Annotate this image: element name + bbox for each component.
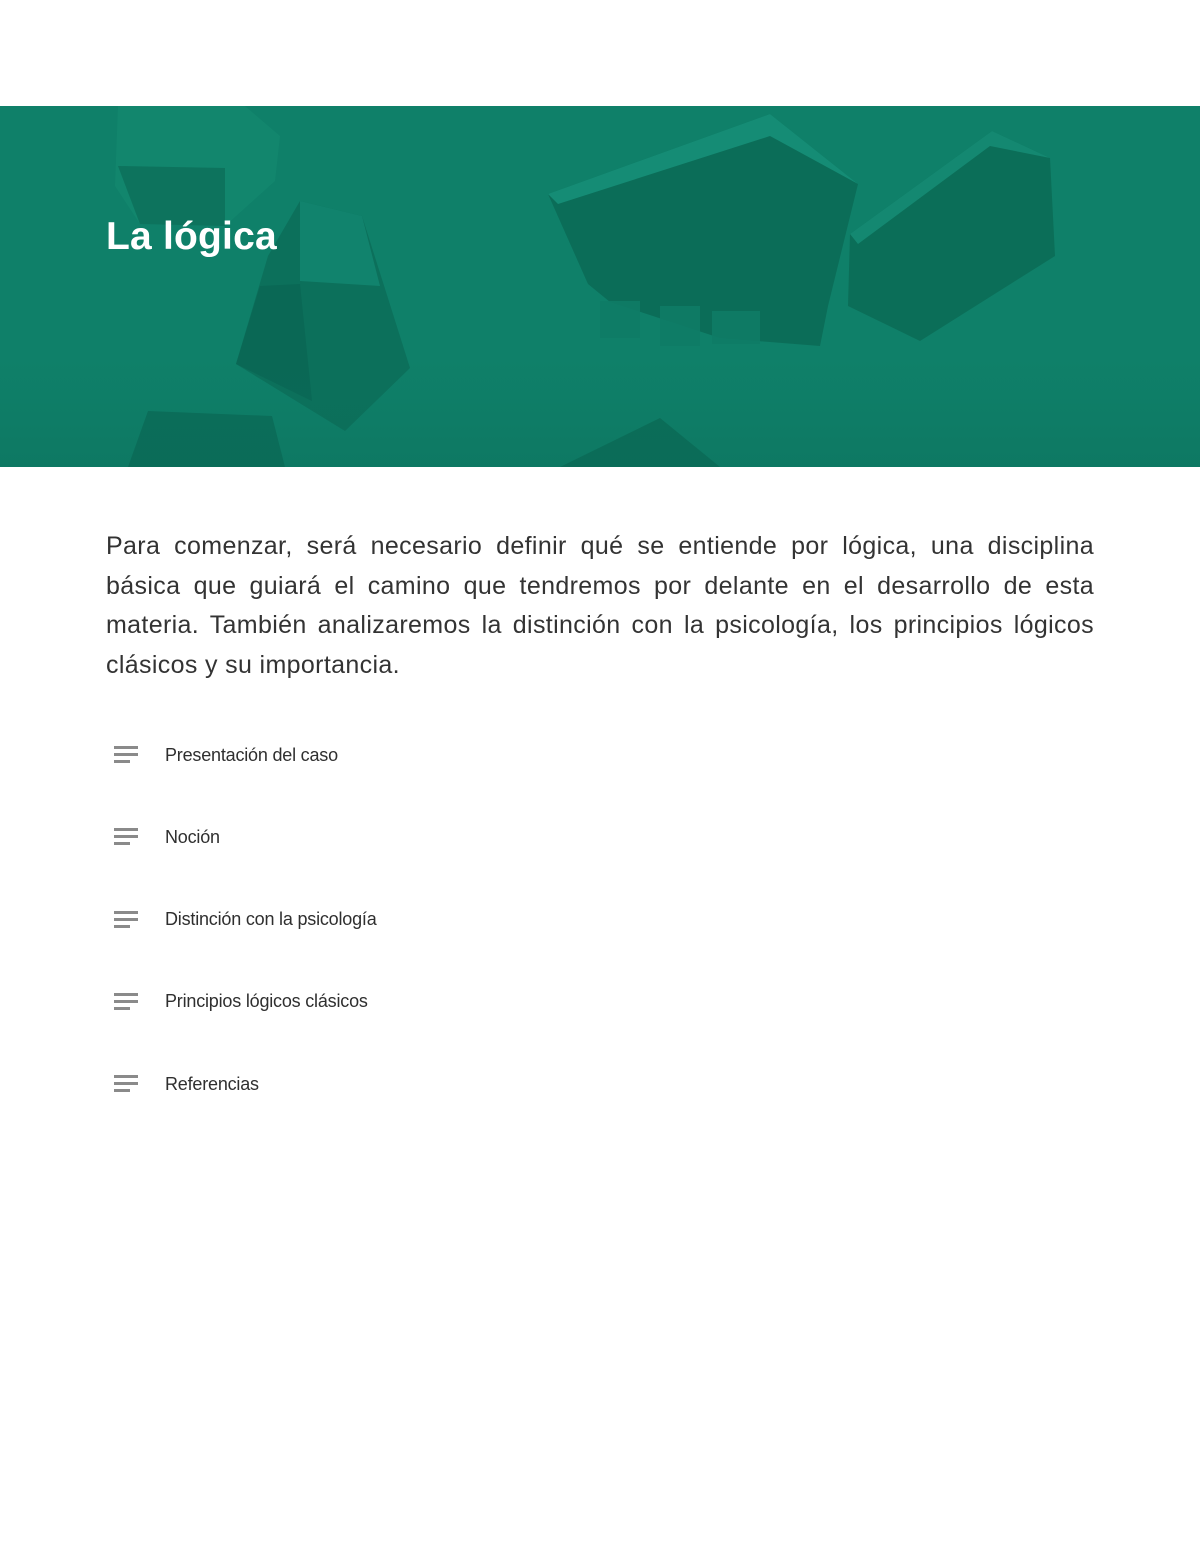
text-lines-icon — [114, 746, 140, 764]
toc-item-distincion[interactable] — [114, 900, 714, 940]
toc-item-label: Noción — [165, 826, 220, 847]
hero-background-image — [0, 106, 1200, 467]
toc-item-nocion[interactable] — [114, 817, 714, 857]
toc-item-label: Principios lógicos clásicos — [165, 991, 368, 1012]
intro-paragraph: Para comenzar, será necesario definir qué se entiende por lógica, una disciplina básica que guiará el camino que tendremos por delante en el desarrollo de esta materia. También analizaremos la distinción con la psicología, los principios lógicos clásicos y su importancia. — [106, 532, 1094, 679]
hero-banner — [0, 106, 1200, 467]
page-title: La lógica — [106, 215, 277, 258]
toc-item-label: Presentación del caso — [165, 744, 338, 765]
toc-item-label: Distinción con la psicología — [165, 909, 377, 929]
toc-item-presentacion[interactable] — [114, 735, 714, 775]
text-lines-icon — [114, 911, 140, 929]
text-lines-icon — [114, 1075, 140, 1093]
table-of-contents — [114, 735, 714, 1146]
toc-item-referencias[interactable] — [114, 1064, 714, 1104]
toc-item-label: Referencias — [165, 1073, 259, 1094]
text-lines-icon — [114, 993, 140, 1011]
text-lines-icon — [114, 828, 140, 846]
toc-item-principios[interactable] — [114, 982, 714, 1022]
